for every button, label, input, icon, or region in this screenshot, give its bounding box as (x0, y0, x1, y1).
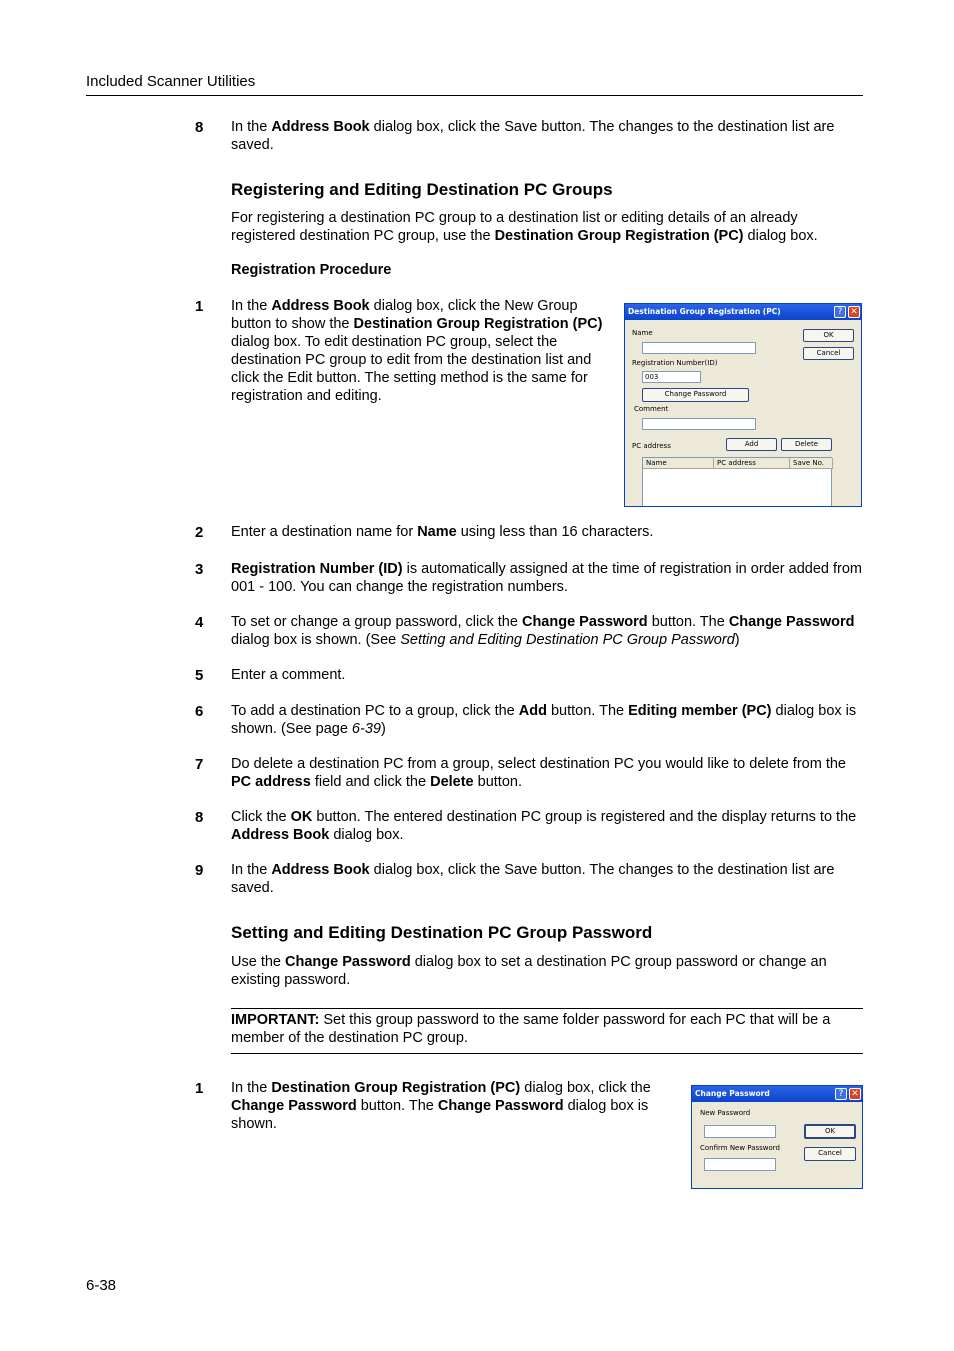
new-password-field[interactable] (704, 1125, 776, 1138)
step-text: Do delete a destination PC from a group, select destination PC you would like to delete from the PC address field and click the Delete button. (231, 756, 846, 790)
change-password-button[interactable]: Change Password (642, 388, 749, 402)
ok-button[interactable]: OK (804, 1124, 856, 1139)
step-number: 5 (195, 667, 204, 684)
registration-number-label: Registration Number(ID) (632, 359, 718, 367)
step-number: 6 (195, 703, 204, 720)
step-number: 1 (195, 1080, 204, 1097)
close-icon[interactable]: ✕ (848, 306, 860, 318)
section-heading: Registering and Editing Destination PC Groups (231, 180, 613, 199)
confirm-password-label: Confirm New Password (700, 1144, 781, 1152)
subheading: Registration Procedure (231, 262, 392, 278)
column-header-name[interactable]: Name (643, 458, 714, 469)
step-number: 1 (195, 298, 204, 315)
destination-group-registration-dialog (624, 303, 862, 507)
cancel-button[interactable]: Cancel (804, 1147, 856, 1161)
step-number: 8 (195, 119, 204, 136)
step-text: In the Address Book dialog box, click the Save button. The changes to the destination list are saved. (231, 119, 835, 153)
registration-number-field[interactable]: 003 (642, 371, 701, 383)
close-icon[interactable]: ✕ (849, 1088, 861, 1100)
dialog-title: Destination Group Registration (PC) (625, 304, 861, 320)
column-header-pc-address[interactable]: PC address (714, 458, 790, 469)
step-number: 9 (195, 862, 204, 879)
help-icon[interactable]: ? (835, 1088, 847, 1100)
delete-button[interactable]: Delete (781, 438, 832, 451)
page-number: 6-38 (86, 1277, 117, 1294)
pc-address-label: PC address (632, 442, 671, 450)
header-rule (86, 95, 863, 96)
step-text: To set or change a group password, click the Change Password button. The Change Password dialog box is shown. (See Setting and Editing Destination PC Group Password) (231, 614, 855, 648)
add-button[interactable]: Add (726, 438, 777, 451)
dialog-title: Change Password (692, 1086, 862, 1102)
confirm-password-field[interactable] (704, 1158, 776, 1171)
pc-address-list[interactable] (642, 457, 832, 507)
step-text: Enter a destination name for Name using less than 16 characters. (231, 524, 654, 540)
comment-label: Comment (634, 405, 669, 413)
section-intro: For registering a destination PC group to a destination list or editing details of an already registered destination PC group, use the Destination Group Registration (PC) dialog box. (231, 210, 818, 244)
section-heading: Setting and Editing Destination PC Group Password (231, 923, 653, 942)
step-number: 4 (195, 614, 204, 631)
step-text: Enter a comment. (231, 667, 346, 683)
step-text: To add a destination PC to a group, click the Add button. The Editing member (PC) dialog box is shown. (See page 6-39) (231, 703, 857, 737)
change-password-dialog (691, 1085, 863, 1189)
name-label: Name (632, 329, 653, 337)
step-text: Click the OK button. The entered destination PC group is registered and the display returns to the Address Book dialog box. (231, 809, 857, 843)
new-password-label: New Password (700, 1109, 751, 1117)
step-number: 3 (195, 561, 204, 578)
comment-field[interactable] (642, 418, 756, 430)
step-number: 2 (195, 524, 204, 541)
column-header-save-no[interactable]: Save No. (790, 458, 833, 469)
ok-button[interactable]: OK (803, 329, 854, 342)
step-text: Registration Number (ID) is automatically assigned at the time of registration in order added from 001 - 100. You can change the registration numbers. (231, 561, 862, 595)
important-note: IMPORTANT: Set this group password to the same folder password for each PC that will be a member of the destination PC group. (231, 1012, 831, 1046)
step-text: In the Address Book dialog box, click the New Group button to show the Destination Group Registration (PC) dialog box. To edit destination PC group, select the destination PC group to edit from the destination list and click the Edit button. The setting method is the same for registration and editing. (231, 298, 603, 404)
step-number: 8 (195, 809, 204, 826)
step-text: In the Address Book dialog box, click the Save button. The changes to the destination list are saved. (231, 862, 835, 896)
important-top-rule (231, 1008, 863, 1009)
running-header: Included Scanner Utilities (86, 73, 256, 90)
important-bottom-rule (231, 1053, 863, 1054)
section-intro: Use the Change Password dialog box to set a destination PC group password or change an existing password. (231, 954, 827, 988)
cancel-button[interactable]: Cancel (803, 347, 854, 360)
step-number: 7 (195, 756, 204, 773)
help-icon[interactable]: ? (834, 306, 846, 318)
step-text: In the Destination Group Registration (PC) dialog box, click the Change Password button. The Change Password dialog box is shown. (231, 1080, 651, 1132)
name-field[interactable] (642, 342, 756, 354)
